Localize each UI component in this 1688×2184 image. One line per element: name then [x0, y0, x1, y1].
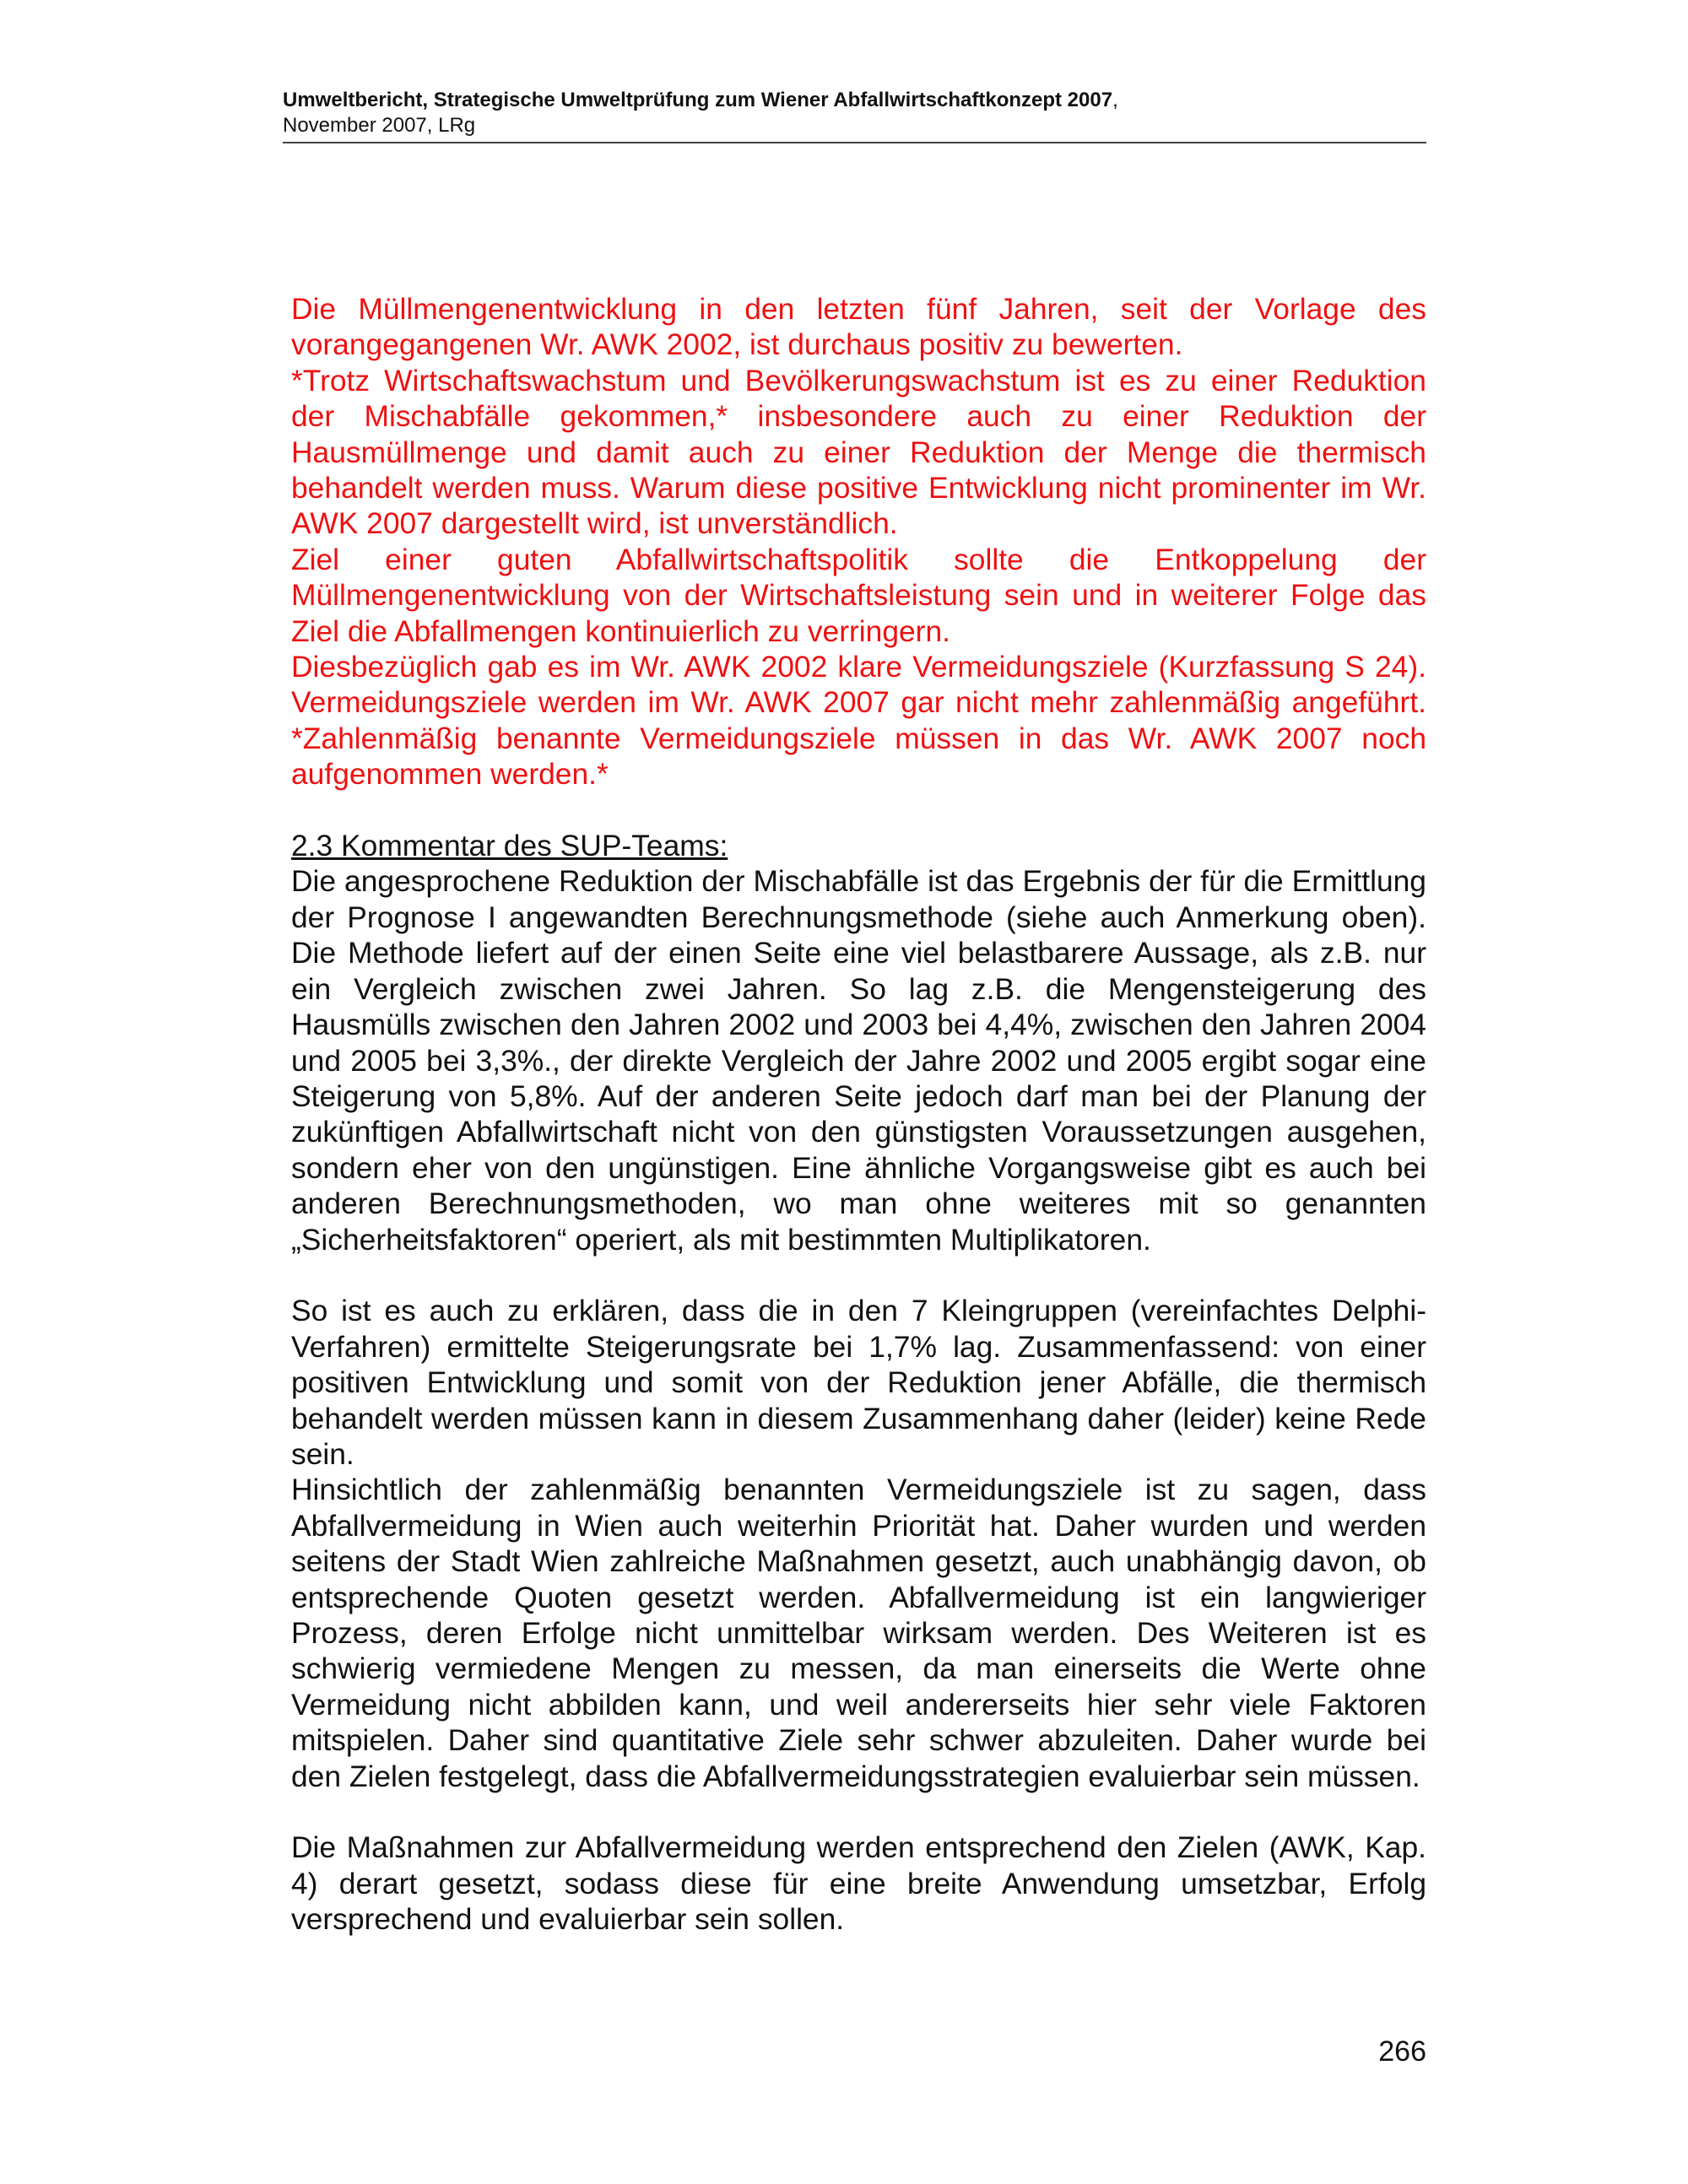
red-comment-block	[291, 291, 1426, 792]
spacer	[291, 1794, 1426, 1830]
body-paragraph: So ist es auch zu erklären, dass die in den 7 Kleingruppen (vereinfachtes Delphi-Verfahren) ermittelte Steigerungsrate bei 1,7% lag. Zusammenfassend: von einer positiven Entwicklung und somit von der Reduktion jener Abfälle, die thermisch behandelt werden müssen kann in diesem Zusammenhang daher (leider) keine Rede sein.	[291, 1294, 1426, 1471]
red-paragraph: *Trotz Wirtschaftswachstum und Bevölkerungswachstum ist es zu einer Reduktion der Mischabfälle gekommen,* insbesondere auch zu einer Reduktion der Hausmüllmenge und damit auch zu einer Reduktion der Menge die thermisch behandelt werden muss. Warum diese positive Entwicklung nicht prominenter im Wr. AWK 2007 dargestellt wird, ist unverständlich.	[291, 363, 1426, 541]
body-paragraph: Hinsichtlich der zahlenmäßig benannten Vermeidungsziele ist zu sagen, dass Abfallvermeidung in Wien auch weiterhin Priorität hat. Daher wurden und werden seitens der Stadt Wien zahlreiche Maßnahmen gesetzt, auch unabhängig davon, ob entsprechende Quoten gesetzt werden. Abfallvermeidung ist ein langwieriger Prozess, deren Erfolge nicht unmittelbar wirksam werden. Des Weiteren ist es schwierig vermiedene Mengen zu messen, da man einerseits die Werte ohne Vermeidung nicht abbilden kann, und weil andererseits hier sehr viele Faktoren mitspielen. Daher sind quantitative Ziele sehr schwer abzuleiten. Daher wurde bei den Zielen festgelegt, dass die Abfallvermeidungsstrategien evaluierbar sein müssen.	[291, 1473, 1426, 1793]
body-paragraph: Die Maßnahmen zur Abfallvermeidung werden entsprechend den Zielen (AWK, Kap. 4) derart gesetzt, sodass diese für eine breite Anwendung umsetzbar, Erfolg versprechend und evaluierbar sein sollen.	[291, 1830, 1426, 1937]
red-paragraph: Die Müllmengenentwicklung in den letzten fünf Jahren, seit der Vorlage des vorangegangenen Wr. AWK 2002, ist durchaus positiv zu bewerten.	[291, 292, 1426, 362]
red-paragraph: Diesbezüglich gab es im Wr. AWK 2002 klare Vermeidungsziele (Kurzfassung S 24). Vermeidungsziele werden im Wr. AWK 2007 gar nicht mehr zahlenmäßig angeführt. *Zahlenmäßig benannte Vermeidungsziele müssen in das Wr. AWK 2007 noch aufgenommen werden.*	[291, 650, 1426, 792]
header-title-suffix: ,	[1112, 89, 1118, 111]
header-subtitle: November 2007, LRg	[283, 114, 476, 137]
header-title: Umweltbericht, Strategische Umweltprüfung zum Wiener Abfallwirtschaftkonzept 2007	[283, 89, 1113, 111]
spacer	[291, 1257, 1426, 1293]
page-number: 266	[1378, 2035, 1426, 2068]
section-heading: 2.3 Kommentar des SUP-Teams:	[291, 829, 728, 863]
document-body	[291, 291, 1426, 1938]
body-paragraph: Die angesprochene Reduktion der Mischabfälle ist das Ergebnis der für die Ermittlung der Prognose I angewandten Berechnungsmethode (siehe auch Anmerkung oben). Die Methode liefert auf der einen Seite eine viel belastbarere Aussage, als z.B. nur ein Vergleich zwischen zwei Jahren. So lag z.B. die Mengensteigerung des Hausmülls zwischen den Jahren 2002 und 2003 bei 4,4%, zwischen den Jahren 2004 und 2005 bei 3,3%., der direkte Vergleich der Jahre 2002 und 2005 ergibt sogar eine Steigerung von 5,8%. Auf der anderen Seite jedoch darf man bei der Planung der zukünftigen Abfallwirtschaft nicht von den günstigsten Voraussetzungen ausgehen, sondern eher von den ungünstigen. Eine ähnliche Vorgangsweise gibt es auch bei anderen Berechnungsmethoden, wo man ohne weiteres mit so genannten „Sicherheitsfaktoren“ operiert, als mit bestimmten Multiplikatoren.	[291, 864, 1426, 1257]
red-paragraph: Ziel einer guten Abfallwirtschaftspolitik sollte die Entkoppelung der Müllmengenentwicklung von der Wirtschaftsleistung sein und in weiterer Folge das Ziel die Abfallmengen kontinuierlich zu verringern.	[291, 542, 1426, 648]
spacer	[291, 792, 1426, 828]
page-header	[283, 88, 1426, 143]
header-title-line	[283, 88, 1426, 113]
